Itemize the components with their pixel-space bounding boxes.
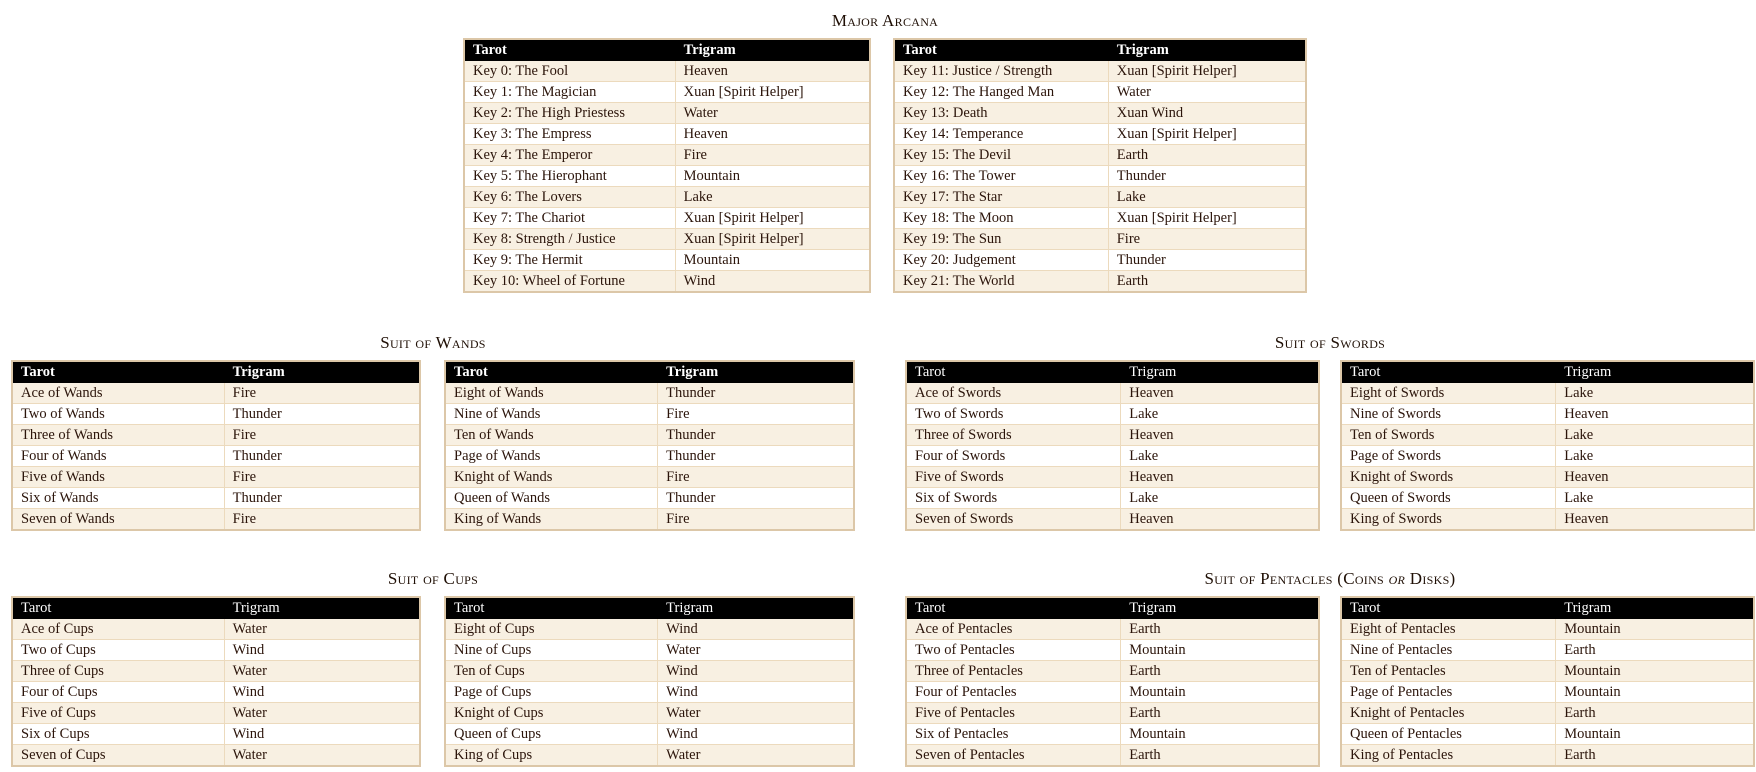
tarot-cell: Page of Pentacles [1341, 682, 1556, 703]
tarot-cell: Ace of Pentacles [906, 619, 1121, 640]
trigram-cell: Earth [1121, 661, 1319, 682]
table-row [12, 383, 420, 404]
trigram-cell: Thunder [658, 446, 854, 467]
tarot-cell: Key 3: The Empress [464, 124, 675, 145]
table-row [906, 488, 1319, 509]
cups-table-eight-to-king [444, 596, 855, 767]
trigram-cell: Mountain [1556, 661, 1754, 682]
trigram-cell: Mountain [675, 166, 870, 187]
column-header-tarot: Tarot [464, 39, 675, 61]
column-header-trigram: Trigram [224, 361, 420, 383]
trigram-cell: Earth [1121, 703, 1319, 724]
tarot-cell: Seven of Swords [906, 509, 1121, 531]
trigram-cell: Fire [224, 383, 420, 404]
trigram-cell: Lake [1108, 187, 1306, 208]
trigram-cell: Thunder [1108, 166, 1306, 187]
table-row [445, 703, 854, 724]
table-row [906, 745, 1319, 767]
trigram-cell: Thunder [658, 488, 854, 509]
wands-tables [11, 360, 855, 531]
tarot-cell: Key 21: The World [894, 271, 1108, 293]
header-row [12, 597, 420, 619]
trigram-cell: Mountain [675, 250, 870, 271]
column-header-tarot: Tarot [12, 361, 224, 383]
table-row [12, 425, 420, 446]
table-row [464, 166, 870, 187]
table-row [464, 250, 870, 271]
table-row [1341, 509, 1754, 531]
tarot-cell: King of Wands [445, 509, 658, 531]
table-row [894, 145, 1306, 166]
tarot-cell: Key 18: The Moon [894, 208, 1108, 229]
tarot-cell: Six of Cups [12, 724, 224, 745]
header-row [445, 361, 854, 383]
pentacles-tables [905, 596, 1755, 767]
tarot-cell: Key 19: The Sun [894, 229, 1108, 250]
trigram-cell: Wind [224, 640, 420, 661]
table-row [12, 488, 420, 509]
table-row [906, 509, 1319, 531]
trigram-cell: Xuan [Spirit Helper] [675, 208, 870, 229]
pentacles-title-suffix: Disks) [1405, 569, 1456, 588]
tarot-cell: Page of Cups [445, 682, 658, 703]
tarot-cell: Six of Wands [12, 488, 224, 509]
tarot-cell: Ten of Pentacles [1341, 661, 1556, 682]
section-title-major-arcana: Major Arcana [831, 11, 939, 30]
table-row [445, 383, 854, 404]
trigram-cell: Heaven [1121, 383, 1319, 404]
tarot-cell: King of Cups [445, 745, 658, 767]
header-row [445, 597, 854, 619]
tarot-cell: Five of Swords [906, 467, 1121, 488]
table-row [894, 271, 1306, 293]
trigram-cell: Wind [658, 724, 854, 745]
trigram-cell: Fire [224, 509, 420, 531]
column-header-tarot: Tarot [906, 361, 1121, 383]
trigram-cell: Water [224, 703, 420, 724]
trigram-cell: Wind [675, 271, 870, 293]
table-row [445, 619, 854, 640]
tarot-cell: Queen of Cups [445, 724, 658, 745]
trigram-cell: Lake [1121, 404, 1319, 425]
section-title-suit-of-pentacles [905, 569, 1755, 589]
column-header-tarot: Tarot [894, 39, 1108, 61]
table-row [894, 166, 1306, 187]
tarot-cell: Ace of Cups [12, 619, 224, 640]
trigram-cell: Lake [1556, 488, 1754, 509]
trigram-cell: Thunder [1108, 250, 1306, 271]
table-row [445, 509, 854, 531]
trigram-cell: Earth [1556, 640, 1754, 661]
trigram-cell: Wind [224, 724, 420, 745]
table-row [445, 425, 854, 446]
tarot-cell: Seven of Wands [12, 509, 224, 531]
trigram-cell: Mountain [1121, 640, 1319, 661]
column-header-trigram: Trigram [1108, 39, 1306, 61]
swords-table-ace-to-seven [905, 360, 1320, 531]
table-row [464, 103, 870, 124]
trigram-cell: Lake [1121, 446, 1319, 467]
table-row [445, 745, 854, 767]
trigram-cell: Earth [1121, 745, 1319, 767]
table-row [464, 187, 870, 208]
trigram-cell: Earth [1108, 145, 1306, 166]
tarot-cell: Ten of Swords [1341, 425, 1556, 446]
column-header-trigram: Trigram [1121, 597, 1319, 619]
table-row [906, 682, 1319, 703]
cups-tables [11, 596, 855, 767]
column-header-tarot: Tarot [445, 597, 658, 619]
tarot-cell: Key 11: Justice / Strength [894, 61, 1108, 82]
tarot-cell: Three of Wands [12, 425, 224, 446]
section-suit-of-cups [11, 569, 855, 767]
tarot-cell: Eight of Swords [1341, 383, 1556, 404]
tarot-cell: Page of Wands [445, 446, 658, 467]
section-suit-of-swords [905, 333, 1755, 531]
table-row [906, 404, 1319, 425]
table-row [12, 619, 420, 640]
section-major-arcana [463, 11, 1307, 293]
trigram-cell: Fire [658, 404, 854, 425]
table-row [464, 229, 870, 250]
tarot-cell: Eight of Cups [445, 619, 658, 640]
table-row [1341, 383, 1754, 404]
table-row [1341, 682, 1754, 703]
table-row [906, 425, 1319, 446]
tarot-cell: Knight of Pentacles [1341, 703, 1556, 724]
wands-table-eight-to-king [444, 360, 855, 531]
major-arcana-table-keys-11-21 [893, 38, 1307, 293]
trigram-cell: Water [224, 661, 420, 682]
table-row [906, 446, 1319, 467]
tarot-cell: Four of Pentacles [906, 682, 1121, 703]
tarot-cell: Key 13: Death [894, 103, 1108, 124]
table-row [894, 124, 1306, 145]
tarot-cell: Two of Pentacles [906, 640, 1121, 661]
tarot-cell: Three of Swords [906, 425, 1121, 446]
column-header-tarot: Tarot [445, 361, 658, 383]
trigram-cell: Water [224, 619, 420, 640]
trigram-cell: Thunder [224, 446, 420, 467]
trigram-cell: Heaven [1556, 467, 1754, 488]
trigram-cell: Water [658, 640, 854, 661]
column-header-tarot: Tarot [1341, 361, 1556, 383]
tarot-cell: King of Pentacles [1341, 745, 1556, 767]
trigram-cell: Wind [658, 619, 854, 640]
table-row [12, 724, 420, 745]
column-header-tarot: Tarot [906, 597, 1121, 619]
table-row [464, 271, 870, 293]
header-row [906, 361, 1319, 383]
tarot-cell: Two of Swords [906, 404, 1121, 425]
table-row [445, 446, 854, 467]
trigram-cell: Heaven [1556, 404, 1754, 425]
table-row [12, 745, 420, 767]
trigram-cell: Fire [1108, 229, 1306, 250]
tarot-cell: Nine of Wands [445, 404, 658, 425]
table-row [906, 661, 1319, 682]
tarot-cell: Ten of Cups [445, 661, 658, 682]
table-row [894, 103, 1306, 124]
table-row [12, 703, 420, 724]
tarot-cell: Key 9: The Hermit [464, 250, 675, 271]
trigram-cell: Fire [224, 425, 420, 446]
tarot-cell: Key 6: The Lovers [464, 187, 675, 208]
tarot-cell: Three of Cups [12, 661, 224, 682]
major-arcana-table-keys-0-10 [463, 38, 871, 293]
section-suit-of-wands [11, 333, 855, 531]
trigram-cell: Heaven [675, 124, 870, 145]
trigram-cell: Mountain [1556, 619, 1754, 640]
tarot-cell: Key 17: The Star [894, 187, 1108, 208]
tarot-cell: Key 4: The Emperor [464, 145, 675, 166]
trigram-cell: Lake [675, 187, 870, 208]
wands-table-ace-to-seven [11, 360, 421, 531]
tarot-cell: Nine of Swords [1341, 404, 1556, 425]
tarot-cell: Knight of Wands [445, 467, 658, 488]
tarot-cell: Key 5: The Hierophant [464, 166, 675, 187]
table-row [1341, 724, 1754, 745]
trigram-cell: Water [658, 745, 854, 767]
trigram-cell: Fire [675, 145, 870, 166]
trigram-cell: Heaven [1121, 509, 1319, 531]
table-row [894, 250, 1306, 271]
tarot-cell: Ten of Wands [445, 425, 658, 446]
table-row [12, 682, 420, 703]
table-row [12, 467, 420, 488]
tarot-cell: Queen of Swords [1341, 488, 1556, 509]
table-row [906, 724, 1319, 745]
trigram-cell: Lake [1556, 446, 1754, 467]
trigram-cell: Water [1108, 82, 1306, 103]
trigram-cell: Mountain [1556, 682, 1754, 703]
swords-tables [905, 360, 1755, 531]
trigram-cell: Xuan [Spirit Helper] [1108, 124, 1306, 145]
table-row [894, 61, 1306, 82]
tarot-cell: Key 8: Strength / Justice [464, 229, 675, 250]
tarot-cell: Nine of Cups [445, 640, 658, 661]
trigram-cell: Wind [224, 682, 420, 703]
tarot-cell: Key 16: The Tower [894, 166, 1108, 187]
trigram-cell: Lake [1121, 488, 1319, 509]
trigram-cell: Fire [658, 467, 854, 488]
table-row [12, 404, 420, 425]
header-row [464, 39, 870, 61]
trigram-cell: Earth [1121, 619, 1319, 640]
trigram-cell: Water [675, 103, 870, 124]
tarot-cell: Key 12: The Hanged Man [894, 82, 1108, 103]
column-header-trigram: Trigram [1556, 361, 1754, 383]
table-row [894, 208, 1306, 229]
trigram-cell: Thunder [658, 383, 854, 404]
tarot-cell: Knight of Cups [445, 703, 658, 724]
table-row [1341, 404, 1754, 425]
table-row [445, 488, 854, 509]
table-row [1341, 661, 1754, 682]
header-row [12, 361, 420, 383]
column-header-trigram: Trigram [658, 361, 854, 383]
trigram-cell: Fire [658, 509, 854, 531]
table-row [12, 640, 420, 661]
table-row [445, 661, 854, 682]
table-row [1341, 745, 1754, 767]
trigram-cell: Thunder [658, 425, 854, 446]
tarot-cell: Four of Cups [12, 682, 224, 703]
swords-table-eight-to-king [1340, 360, 1755, 531]
table-row [464, 124, 870, 145]
header-row [1341, 361, 1754, 383]
trigram-cell: Mountain [1556, 724, 1754, 745]
tarot-cell: Two of Cups [12, 640, 224, 661]
table-row [12, 661, 420, 682]
column-header-trigram: Trigram [675, 39, 870, 61]
tarot-cell: Two of Wands [12, 404, 224, 425]
section-title-suit-of-swords: Suit of Swords [1274, 333, 1386, 352]
pentacles-table-eight-to-king [1340, 596, 1755, 767]
table-row [12, 509, 420, 531]
table-row [894, 229, 1306, 250]
trigram-cell: Lake [1556, 383, 1754, 404]
trigram-cell: Xuan [Spirit Helper] [675, 82, 870, 103]
table-row [464, 145, 870, 166]
trigram-cell: Heaven [1556, 509, 1754, 531]
cups-table-ace-to-seven [11, 596, 421, 767]
table-row [1341, 425, 1754, 446]
table-row [906, 383, 1319, 404]
table-row [464, 82, 870, 103]
tarot-cell: Page of Swords [1341, 446, 1556, 467]
tarot-cell: Three of Pentacles [906, 661, 1121, 682]
tarot-cell: Key 20: Judgement [894, 250, 1108, 271]
tarot-cell: Ace of Wands [12, 383, 224, 404]
table-row [1341, 703, 1754, 724]
trigram-cell: Wind [658, 682, 854, 703]
tarot-cell: Key 2: The High Priestess [464, 103, 675, 124]
tarot-cell: Five of Pentacles [906, 703, 1121, 724]
tarot-cell: Knight of Swords [1341, 467, 1556, 488]
tarot-cell: Key 7: The Chariot [464, 208, 675, 229]
pentacles-table-ace-to-seven [905, 596, 1320, 767]
table-row [1341, 640, 1754, 661]
column-header-trigram: Trigram [658, 597, 854, 619]
trigram-cell: Xuan Wind [1108, 103, 1306, 124]
trigram-cell: Heaven [1121, 467, 1319, 488]
table-row [1341, 488, 1754, 509]
tarot-cell: Key 14: Temperance [894, 124, 1108, 145]
trigram-cell: Heaven [1121, 425, 1319, 446]
table-row [464, 208, 870, 229]
trigram-cell: Earth [1108, 271, 1306, 293]
tarot-cell: Key 0: The Fool [464, 61, 675, 82]
trigram-cell: Lake [1556, 425, 1754, 446]
table-row [464, 61, 870, 82]
trigram-cell: Mountain [1121, 724, 1319, 745]
table-row [445, 404, 854, 425]
trigram-cell: Water [224, 745, 420, 767]
trigram-cell: Thunder [224, 404, 420, 425]
table-row [445, 724, 854, 745]
table-row [445, 467, 854, 488]
table-row [1341, 467, 1754, 488]
tarot-cell: King of Swords [1341, 509, 1556, 531]
column-header-tarot: Tarot [12, 597, 224, 619]
tarot-cell: Queen of Pentacles [1341, 724, 1556, 745]
tarot-cell: Five of Cups [12, 703, 224, 724]
tarot-cell: Seven of Pentacles [906, 745, 1121, 767]
table-row [906, 640, 1319, 661]
tarot-cell: Nine of Pentacles [1341, 640, 1556, 661]
tarot-cell: Eight of Pentacles [1341, 619, 1556, 640]
tarot-cell: Queen of Wands [445, 488, 658, 509]
section-title-suit-of-wands: Suit of Wands [380, 333, 486, 352]
trigram-cell: Mountain [1121, 682, 1319, 703]
table-row [906, 619, 1319, 640]
table-row [1341, 619, 1754, 640]
tarot-cell: Ace of Swords [906, 383, 1121, 404]
tarot-cell: Five of Wands [12, 467, 224, 488]
section-suit-of-pentacles [905, 569, 1755, 767]
trigram-cell: Xuan [Spirit Helper] [1108, 208, 1306, 229]
table-row [1341, 446, 1754, 467]
table-row [894, 187, 1306, 208]
tarot-cell: Seven of Cups [12, 745, 224, 767]
header-row [894, 39, 1306, 61]
column-header-trigram: Trigram [224, 597, 420, 619]
trigram-cell: Fire [224, 467, 420, 488]
tarot-cell: Key 15: The Devil [894, 145, 1108, 166]
trigram-cell: Xuan [Spirit Helper] [1108, 61, 1306, 82]
tarot-cell: Eight of Wands [445, 383, 658, 404]
header-row [1341, 597, 1754, 619]
trigram-cell: Earth [1556, 703, 1754, 724]
header-row [906, 597, 1319, 619]
trigram-cell: Xuan [Spirit Helper] [675, 229, 870, 250]
trigram-cell: Wind [658, 661, 854, 682]
section-title-suit-of-cups: Suit of Cups [387, 569, 479, 588]
trigram-cell: Heaven [675, 61, 870, 82]
column-header-trigram: Trigram [1121, 361, 1319, 383]
pentacles-title-prefix: Suit of Pentacles (Coins [1204, 569, 1389, 588]
table-row [12, 446, 420, 467]
trigram-cell: Thunder [224, 488, 420, 509]
table-row [894, 82, 1306, 103]
column-header-trigram: Trigram [1556, 597, 1754, 619]
tarot-cell: Four of Wands [12, 446, 224, 467]
pentacles-title-or: or [1388, 569, 1406, 588]
table-row [906, 467, 1319, 488]
tarot-cell: Key 1: The Magician [464, 82, 675, 103]
tarot-cell: Key 10: Wheel of Fortune [464, 271, 675, 293]
tarot-cell: Four of Swords [906, 446, 1121, 467]
major-arcana-tables [463, 38, 1307, 293]
tarot-cell: Six of Swords [906, 488, 1121, 509]
column-header-tarot: Tarot [1341, 597, 1556, 619]
trigram-cell: Earth [1556, 745, 1754, 767]
table-row [445, 640, 854, 661]
trigram-cell: Water [658, 703, 854, 724]
table-row [445, 682, 854, 703]
tarot-cell: Six of Pentacles [906, 724, 1121, 745]
table-row [906, 703, 1319, 724]
